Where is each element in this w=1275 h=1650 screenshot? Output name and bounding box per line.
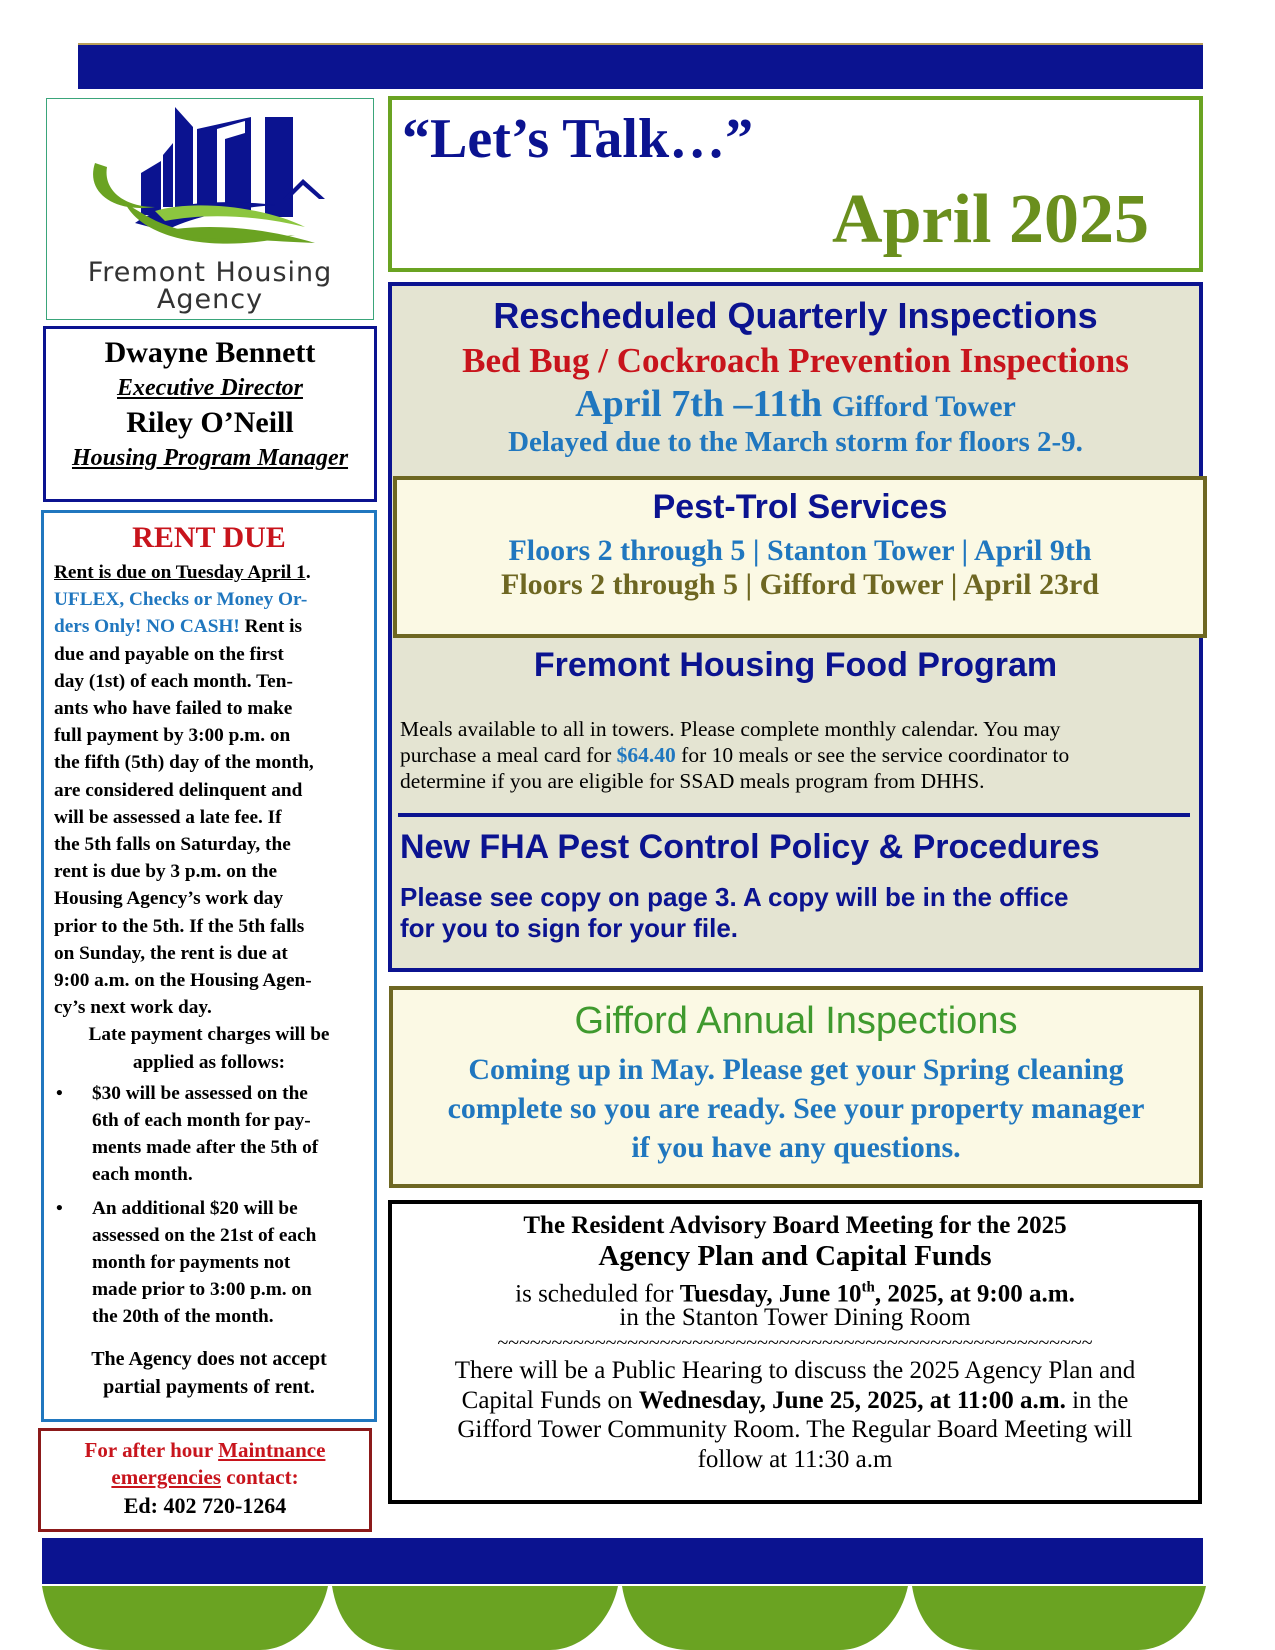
inspections-note: Delayed due to the March storm for floors 2-9. (508, 426, 1083, 458)
annual-heading: Gifford Annual Inspections (574, 1000, 1018, 1042)
newsletter-month: April 2025 (832, 181, 1149, 258)
rent-body (54, 559, 364, 1021)
list-item-line: month for payments not (92, 1252, 291, 1274)
logo-name (47, 259, 373, 313)
policy-body (400, 882, 1069, 944)
inspections-heading: Rescheduled Quarterly Inspections (493, 295, 1098, 336)
rent-line: full payment by 3:00 p.m. on (54, 725, 291, 747)
bullet-icon: • (56, 1082, 63, 1104)
pest-trol-heading: Pest-Trol Services (652, 488, 948, 526)
rent-line: the fifth (5th) day of the month, (54, 752, 314, 774)
board-text: is scheduled for (515, 1280, 680, 1308)
emergency-text: emergencies (111, 1465, 222, 1489)
newsletter-title: “Let’s Talk…” (402, 108, 754, 170)
rent-line: ants who have failed to make (54, 698, 293, 720)
rent-due-box (41, 510, 377, 1422)
list-item-line: each month. (92, 1164, 193, 1186)
director-name: Dwayne Bennett (104, 336, 316, 369)
rent-due-date: Rent is due on Tuesday April 1 (54, 562, 306, 583)
partial-note-line: The Agency does not accept (91, 1347, 327, 1370)
pest-trol-stanton: Floors 2 through 5 | Stanton Tower | April 9th (508, 534, 1092, 567)
emergency-line2 (41, 1464, 369, 1491)
board-separator: ~~~~~~~~~~~~~~~~~~~~~~~~~~~~~~~~~~~~~~~~~~~~~~~~~~~~~~~ (497, 1332, 1093, 1354)
pest-trol-gifford: Floors 2 through 5 | Gifford Tower | April 23rd (501, 568, 1099, 601)
food-line: for 10 meals or see the service coordinator to (675, 743, 1070, 767)
emergency-contact-box (38, 1428, 372, 1532)
annual-inspections-box (389, 986, 1203, 1188)
inspections-tower: Gifford Tower (831, 390, 1016, 423)
rent-line: due and payable on the first (54, 643, 284, 665)
list-item-line: An additional $20 will be (92, 1197, 298, 1219)
partial-note-line: partial payments of rent. (103, 1375, 315, 1398)
bullet-icon: • (56, 1197, 63, 1219)
emergency-text: Maintnance (218, 1438, 326, 1462)
rent-line: 9:00 a.m. on the Housing Agen- (54, 970, 312, 992)
inspections-date-range: April 7th –11th (575, 383, 832, 425)
pest-trol-box (393, 476, 1207, 638)
hearing-text: Capital Funds on (461, 1386, 639, 1414)
food-heading: Fremont Housing Food Program (533, 646, 1058, 684)
footer-bar (42, 1538, 1203, 1584)
logo-name-line2: Agency (156, 284, 264, 315)
manager-name: Riley O’Neill (126, 406, 294, 439)
list-item-line: 6th of each month for pay- (92, 1110, 311, 1132)
list-item-line: $30 will be assessed on the (92, 1082, 308, 1104)
public-hearing-text (392, 1356, 1198, 1474)
rent-line: Housing Agency’s work day (54, 888, 284, 910)
board-meeting-box (388, 1200, 1202, 1504)
newsletter-title-box (388, 96, 1203, 272)
board-line: The Resident Advisory Board Meeting for the 2025 (523, 1212, 1067, 1239)
rent-line: cy’s next work day. (54, 997, 212, 1019)
rent-line: prior to the 5th. If the 5th falls (54, 915, 305, 937)
agency-logo (46, 98, 374, 320)
board-location: in the Stanton Tower Dining Room (619, 1304, 971, 1331)
board-plan-title: Agency Plan and Capital Funds (598, 1240, 992, 1272)
rent-line: are considered delinquent and (54, 779, 303, 801)
emergency-text: For after hour (84, 1438, 219, 1462)
meal-card-price: $64.40 (616, 743, 676, 767)
partial-payment-note (54, 1345, 364, 1401)
rent-line: the 5th falls on Saturday, the (54, 834, 291, 856)
list-item-line: ments made after the 5th of (92, 1137, 319, 1159)
footer-green-scallops (40, 1584, 1210, 1650)
board-date-suffix: th (861, 1280, 875, 1296)
annual-body (393, 1050, 1199, 1167)
director-title: Executive Director (117, 375, 303, 401)
rent-period: . (305, 562, 311, 583)
list-item-line: the 20th of the month. (92, 1306, 274, 1328)
food-line: determine if you are eligible for SSAD meals program from DHHS. (400, 769, 985, 793)
section-divider (398, 813, 1190, 817)
hearing-line: There will be a Public Hearing to discuss the 2025 Agency Plan and (454, 1357, 1136, 1384)
annual-line: Coming up in May. Please get your Spring cleaning (468, 1053, 1124, 1086)
rent-line: Rent is (239, 616, 302, 638)
building-leaf-icon (75, 103, 345, 253)
rent-line: on Sunday, the rent is due at (54, 942, 288, 964)
board-date-rest: , 2025, at 9:00 a.m. (874, 1280, 1075, 1308)
annual-line: complete so you are ready. See your property manager (447, 1092, 1145, 1125)
food-body (400, 716, 1190, 794)
header-bar (78, 43, 1203, 89)
food-line: purchase a meal card for (400, 743, 617, 767)
late-charges-list (54, 1080, 364, 1331)
list-item (54, 1080, 364, 1189)
late-intro-line: Late payment charges will be (88, 1024, 330, 1046)
rent-no-cash: ders Only! NO CASH! (54, 616, 240, 638)
list-item (54, 1195, 364, 1331)
late-intro-line: applied as follows: (132, 1051, 286, 1073)
board-date: Tuesday, June 10 (679, 1280, 862, 1308)
food-line: Meals available to all in towers. Please complete monthly calendar. You may (400, 717, 1061, 741)
rent-line: day (1st) of each month. Ten- (54, 670, 293, 692)
hearing-text: in the (1065, 1386, 1129, 1414)
rent-heading: RENT DUE (132, 521, 286, 554)
policy-line: Please see copy on page 3. A copy will be in the office (400, 882, 1069, 912)
hearing-date: Wednesday, June 25, 2025, at 11:00 a.m. (638, 1386, 1066, 1414)
staff-box (43, 326, 377, 502)
rent-line: will be assessed a late fee. If (54, 806, 282, 828)
emergency-line1 (41, 1437, 369, 1464)
late-charges-intro (54, 1021, 364, 1075)
hearing-line: Gifford Tower Community Room. The Regular Board Meeting will (457, 1416, 1133, 1443)
list-item-line: made prior to 3:00 p.m. on (92, 1279, 312, 1301)
logo-name-line1: Fremont Housing (87, 257, 333, 288)
list-item-line: assessed on the 21st of each (92, 1224, 317, 1246)
emergency-text: contact: (221, 1465, 299, 1489)
inspections-subheading: Bed Bug / Cockroach Prevention Inspections (462, 341, 1129, 380)
policy-line: for you to sign for your file. (400, 913, 738, 943)
manager-title: Housing Program Manager (71, 445, 349, 471)
annual-line: if you have any questions. (631, 1131, 961, 1164)
policy-heading: New FHA Pest Control Policy & Procedures (400, 828, 1100, 866)
emergency-phone: Ed: 402 720-1264 (123, 1493, 287, 1518)
rent-line: UFLEX, Checks or Money Or- (54, 589, 308, 611)
hearing-line: follow at 11:30 a.m (697, 1445, 893, 1473)
rent-line: rent is due by 3 p.m. on the (54, 861, 278, 883)
